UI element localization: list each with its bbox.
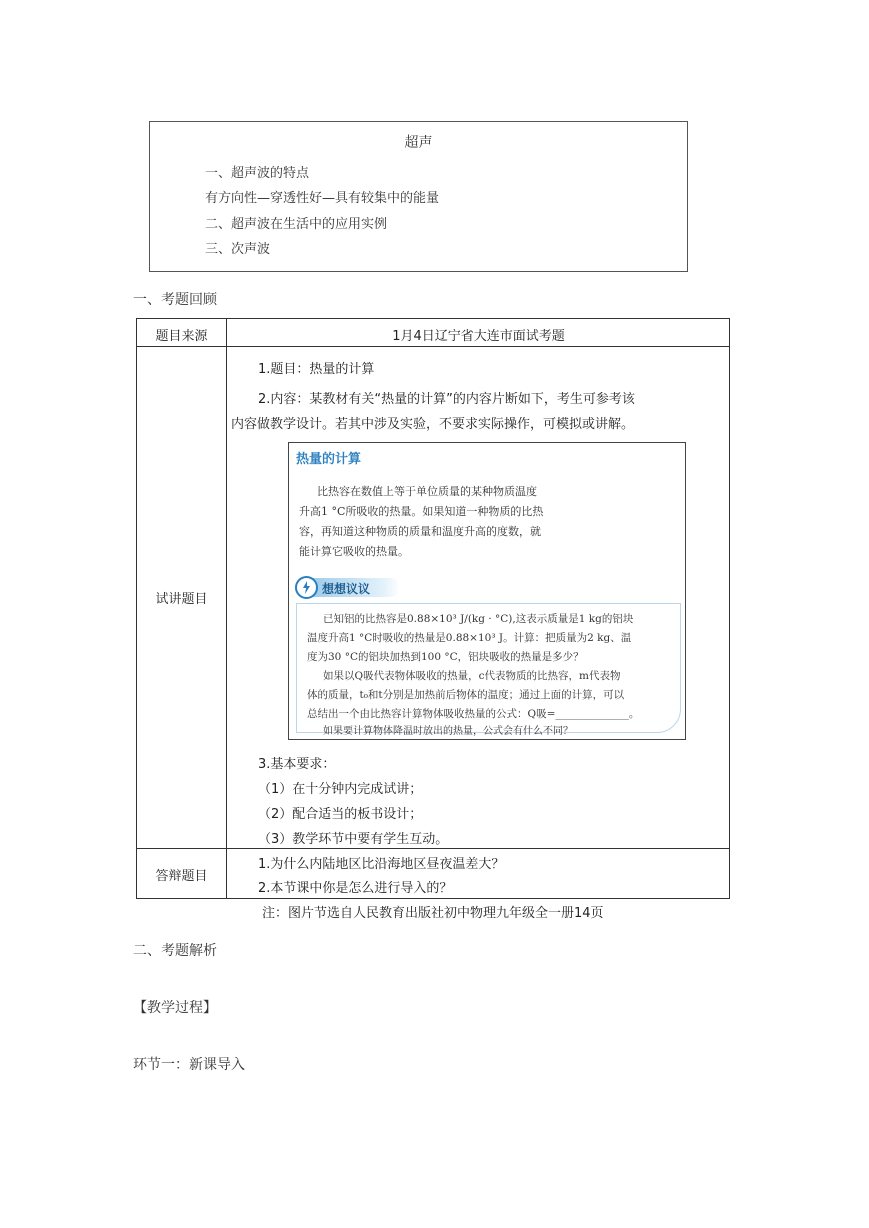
excerpt-paragraph: 比热容在数值上等于单位质量的某种物质温度 <box>317 485 537 498</box>
source-value: 1月4日辽宁省大连市面试考题 <box>392 329 565 344</box>
requirement-item: （3）教学环节中要有学生互动。 <box>258 832 449 847</box>
summary-title: 超声 <box>404 135 433 151</box>
discuss-line: 度为30 °C的铝块加热到100 °C，铝块吸收的热量是多少？ <box>307 651 584 663</box>
summary-line: 一、超声波的特点 <box>205 166 310 181</box>
section-heading-analysis: 二、考题解析 <box>133 943 217 959</box>
discuss-banner <box>295 578 400 597</box>
defense-question: 1.为什么内陆地区比沿海地区昼夜温差大？ <box>258 857 505 872</box>
teaching-process-heading: 【教学过程】 <box>133 1000 217 1016</box>
discuss-line: 如果要计算物体降温时放出的热量，公式会有什么不同？ <box>323 726 573 737</box>
summary-line: 二、超声波在生活中的应用实例 <box>205 217 388 232</box>
defense-label: 答辩题目 <box>155 869 208 884</box>
step-heading: 环节一：新课导入 <box>133 1057 245 1073</box>
table-divider <box>137 848 729 849</box>
excerpt-paragraph: 升高1 °C所吸收的热量。如果知道一种物质的比热 <box>299 505 544 518</box>
lightning-bulb-icon <box>295 576 318 599</box>
requirement-item: （1）在十分钟内完成试讲； <box>258 782 423 797</box>
discuss-box <box>296 603 681 737</box>
textbook-excerpt <box>288 442 686 740</box>
footnote: 注：图片节选自人民教育出版社初中物理九年级全一册14页 <box>262 906 604 921</box>
source-label: 题目来源 <box>155 329 208 344</box>
lecture-label: 试讲题目 <box>155 592 208 607</box>
summary-line: 三、次声波 <box>205 242 271 257</box>
lecture-content: 内容做教学设计。若其中涉及实验，不要求实际操作，可模拟或讲解。 <box>231 417 635 432</box>
summary-box <box>149 121 688 272</box>
lecture-content: 2.内容：某教材有关“热量的计算”的内容片断如下，考生可参考该 <box>258 392 635 407</box>
excerpt-paragraph: 容，再知道这种物质的质量和温度升高的度数，就 <box>299 525 541 538</box>
discuss-line: 总结出一个由比热容计算物体吸收热量的公式：Q吸=______________。 <box>307 708 640 720</box>
discuss-label: 想想议议 <box>322 582 371 596</box>
table-divider <box>137 346 729 347</box>
discuss-line: 体的质量，t₀和t分别是加热前后物体的温度；通过上面的计算，可以 <box>307 689 625 701</box>
table-divider <box>226 319 227 898</box>
discuss-line: 如果以Q吸代表物体吸收的热量，c代表物质的比热容，m代表物 <box>323 670 621 682</box>
requirements-title: 3.基本要求： <box>258 757 336 772</box>
lecture-topic: 1.题目：热量的计算 <box>258 362 375 377</box>
summary-line: 有方向性—穿透性好—具有较集中的能量 <box>205 191 440 206</box>
excerpt-title: 热量的计算 <box>296 452 362 467</box>
requirement-item: （2）配合适当的板书设计； <box>258 807 423 822</box>
defense-question: 2.本节课中你是怎么进行导入的？ <box>258 881 453 896</box>
excerpt-paragraph: 能计算它吸收的热量。 <box>299 545 409 558</box>
section-heading-review: 一、考题回顾 <box>133 292 217 308</box>
discuss-line: 温度升高1 °C时吸收的热量是0.88×10³ J。计算：把质量为2 kg、温 <box>307 632 632 644</box>
exam-table <box>136 318 730 899</box>
discuss-line: 已知铝的比热容是0.88×10³ J/(kg · °C),这表示质量是1 kg的铝块 <box>323 613 634 625</box>
